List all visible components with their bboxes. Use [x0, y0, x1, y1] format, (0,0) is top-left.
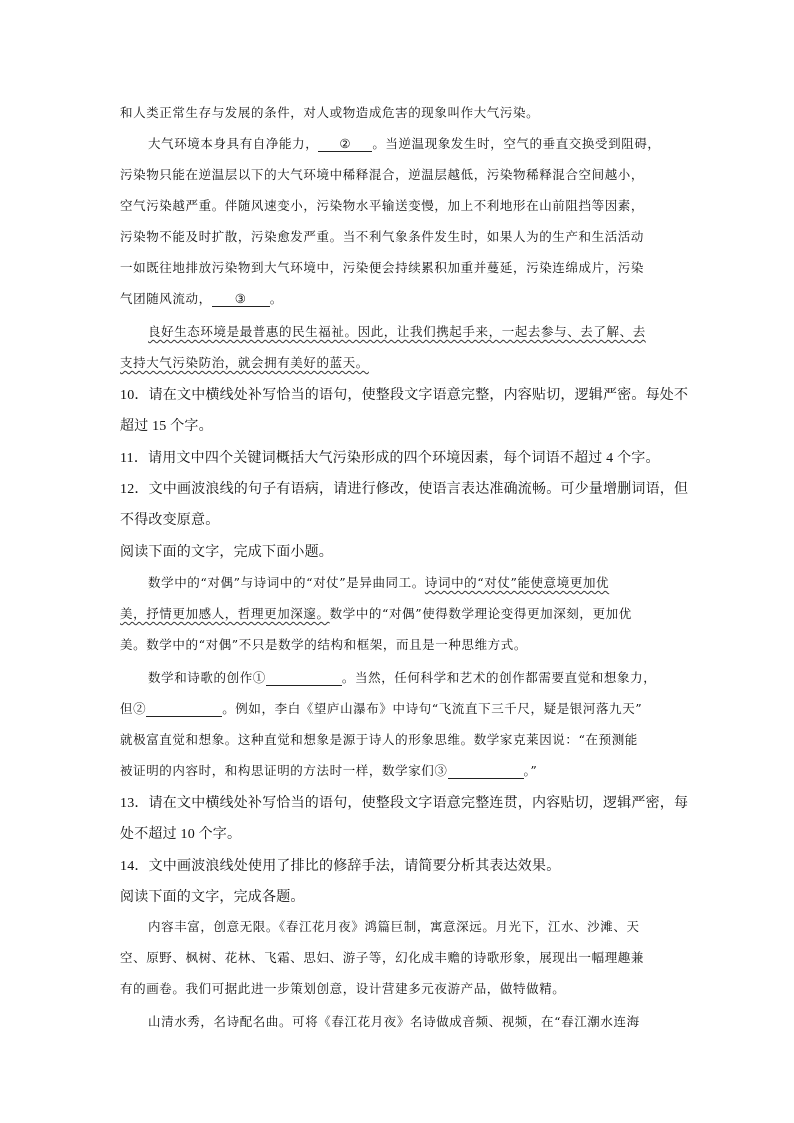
question-11: 11．请用文中四个关键词概括大气污染形成的四个环境因素，每个词语不超过 4 个字。	[120, 451, 660, 466]
wavy-underlined-sentence: 支持大气污染防治，就会拥有美好的蓝天。	[120, 355, 369, 370]
passage2-line	[120, 761, 537, 779]
passage2-line	[120, 604, 632, 622]
text-span: 被证明的内容时，和构思证明的方法时一样，数学家们③	[120, 763, 448, 778]
passage2-line	[148, 573, 609, 591]
wavy-underlined-sentence: 诗词中的“对仗”能使意境更加优	[424, 575, 610, 590]
text-span: 。当然，任何科学和艺术的创作都需要直觉和想象力，	[341, 670, 657, 685]
wavy-underlined-sentence: 良好生态环境是最普惠的民生福祉。因此，让我们携起手来，一起去参与、去了解、去	[148, 324, 646, 339]
text-span: 数学和诗歌的创作①	[148, 670, 266, 685]
text-span: 。	[269, 291, 283, 306]
passage1-line: 污染物只能在逆温层以下的大气环境中稀释混合，逆温层越低，污染物稀释混合空间越小，	[120, 167, 645, 182]
answer-blank-2[interactable]: ②	[318, 136, 372, 152]
passage1-line	[148, 134, 661, 152]
answer-blank-2[interactable]	[146, 701, 222, 717]
passage1-line: 一如既往地排放污染物到大气环境中，污染便会持续累积加重并蔓延，污染连绵成片，污染	[120, 260, 645, 275]
answer-blank-3[interactable]	[448, 763, 524, 779]
question-10: 10．请在文中横线处补写恰当的语句，使整段文字语意完整，内容贴切，逻辑严密。每处不	[120, 388, 689, 403]
question-12-cont: 不得改变原意。	[120, 513, 220, 528]
question-13-cont: 处不超过 10 个字。	[120, 827, 242, 842]
passage1-line: 空气污染越严重。伴随风速变小，污染物水平输送变慢，加上不利地形在山前阻挡等因素，	[120, 198, 645, 213]
passage3-line: 山清水秀，名诗配名曲。可将《春江花月夜》名诗做成音频、视频，在“春江潮水连海	[148, 1014, 640, 1029]
passage1-line	[120, 289, 283, 307]
reading-instruction: 阅读下面的文字，完成下面小题。	[120, 545, 333, 560]
passage3-line: 内容丰富，创意无限。《春江花月夜》鸿篇巨制，寓意深远。月光下，江水、沙滩、天	[148, 919, 640, 934]
text-span: 但②	[120, 701, 147, 716]
passage2-line: 就极富直觉和想象。这种直觉和想象是源于诗人的形象思维。数学家克莱因说：“在预测能	[120, 732, 638, 747]
text-span: 气团随风流动，	[120, 291, 212, 306]
question-14: 14．文中画波浪线处使用了排比的修辞手法，请简要分析其表达效果。	[120, 859, 561, 874]
question-13: 13．请在文中横线处补写恰当的语句，使整段文字语意完整连贯，内容贴切，逻辑严密，每	[120, 796, 689, 811]
passage2-line	[120, 699, 642, 717]
passage3-line: 有的画卷。我们可据此进一步策划创意，设计营建多元夜游产品，做特做精。	[120, 981, 566, 996]
answer-blank-3[interactable]: ③	[212, 291, 270, 307]
passage1-line: 污染物不能及时扩散，污染愈发严重。当不利气象条件发生时，如果人为的生产和生活活动	[120, 229, 645, 244]
wavy-underlined-sentence: 美，抒情更加感人，哲理更加深邃。	[120, 606, 330, 621]
question-10-cont: 超过 15 个字。	[120, 419, 213, 434]
text-span: 数学中的“对偶”使得数学理论变得更加深刻，更加优	[329, 606, 632, 621]
passage1-line: 和人类正常生存与发展的条件，对人或物造成危害的现象叫作大气污染。	[120, 105, 540, 120]
passage2-line: 美。数学中的“对偶”不只是数学的结构和框架，而且是一种思维方式。	[120, 637, 527, 652]
question-12: 12．文中画波浪线的句子有语病，请进行修改，使语言表达准确流畅。可少量增删词语，但	[120, 482, 689, 497]
passage2-line	[148, 668, 656, 686]
text-span: 。例如，李白《望庐山瀑布》中诗句“飞流直下三千尺，疑是银河落九天”	[222, 701, 643, 716]
text-span: 。当逆温现象发生时，空气的垂直交换受到阻碍，	[372, 136, 661, 151]
text-span: 大气环境本身具有自净能力，	[148, 136, 319, 151]
passage3-line: 空、原野、枫树、花林、飞霜、思妇、游子等，幻化成丰赡的诗歌形象，展现出一幅理趣兼	[120, 950, 645, 965]
text-span: 数学中的“对偶”与诗词中的“对仗”是异曲同工。	[148, 575, 425, 590]
reading-instruction: 阅读下面的文字，完成各题。	[120, 890, 305, 905]
text-span: 。”	[523, 763, 538, 778]
answer-blank-1[interactable]	[266, 670, 342, 686]
